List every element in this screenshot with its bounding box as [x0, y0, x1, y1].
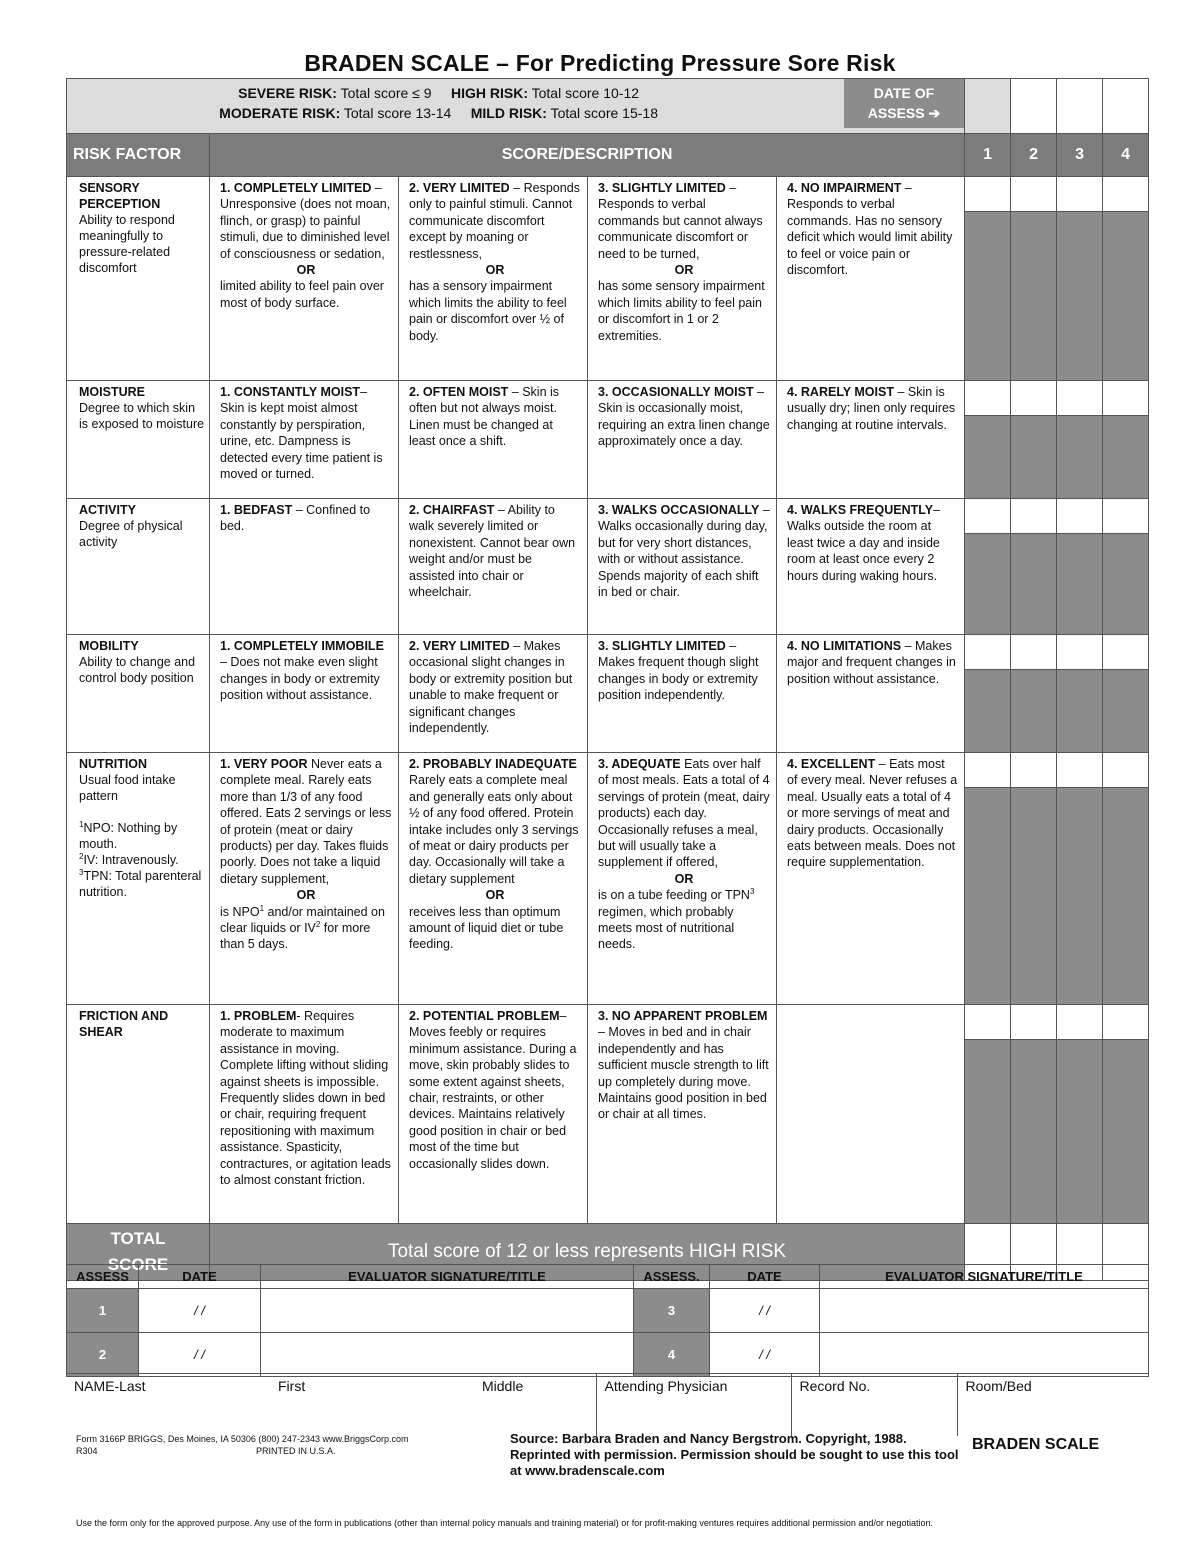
source-citation: Source: Barbara Braden and Nancy Bergstrom. Copyright, 1988. Reprinted with permission. Permission should be sought to use this tool at www.bradenscale.com	[510, 1431, 959, 1478]
mobility-score-2	[399, 635, 588, 753]
score-cell[interactable]	[965, 753, 1011, 1005]
date-of-assess-label: DATE OF ASSESS ➔	[844, 79, 964, 128]
score-text: – Walks outside the room at least twice a day and inside room at least once every 2 hours during waking hours.	[787, 503, 941, 583]
row-friction-shear	[67, 1005, 1149, 1224]
sensory-score-3	[588, 177, 777, 381]
factor-activity	[67, 499, 210, 635]
mobility-score-3	[588, 635, 777, 753]
score-cell[interactable]	[1011, 635, 1057, 753]
signature-field-1[interactable]	[261, 1289, 634, 1333]
footnote-iv: $^2$IV: Intravenously.	[79, 851, 179, 867]
score-cell[interactable]	[965, 499, 1011, 635]
signature-field-4[interactable]	[820, 1333, 1149, 1377]
score-cell[interactable]	[965, 1005, 1011, 1224]
attending-physician-field[interactable]	[596, 1374, 791, 1437]
record-no-label: Record No.	[799, 1378, 871, 1394]
score-text: – Moves feebly or requires minimum assistance. During a move, skin probably slides to some extent against sheets, chair, restraints, or other devices. Maintains relatively good position in chair or bed most of the time but occasionally slides down.	[409, 1009, 577, 1171]
date-header-2: DATE	[710, 1265, 820, 1289]
footer-brand: BRADEN SCALE	[972, 1436, 1100, 1453]
assess-number-4: 4	[634, 1333, 710, 1377]
score-text: – Responds to verbal commands. Has no sensory deficit which would limit ability to feel or voice pain or discomfort.	[787, 181, 953, 278]
score-text: – Ability to walk severely limited or nonexistent. Cannot bear own weight and/or must be assisted into chair or wheelchair.	[409, 503, 576, 600]
sensory-score-2	[399, 177, 588, 381]
assess-col-1-header: 1	[965, 134, 1011, 177]
score-title: 4. WALKS FREQUENTLY	[787, 503, 934, 517]
score-title: 3. NO APPARENT PROBLEM	[598, 1009, 768, 1023]
score-cell[interactable]	[1011, 1005, 1057, 1224]
total-score-message: Total score of 12 or less represents HIGH RISK	[210, 1224, 965, 1281]
factor-sensory	[67, 177, 210, 381]
score-text: – Walks occasionally during day, but for very short distances, with or without assistance. Spends majority of each shift in bed or chair.	[598, 503, 770, 600]
score-text: – Makes frequent though slight changes in body or extremity position independently.	[598, 639, 759, 703]
mobility-score-1	[210, 635, 399, 753]
factor-name: SENSORY	[79, 181, 140, 195]
date-header: DATE	[139, 1265, 261, 1289]
score-text: Never eats a complete meal. Rarely eats more than 1/3 of any food offered. Eats 2 servings or less of protein (meat or dairy products) per day. Takes fluids poorly. Does not take a liquid dietary supplement,	[220, 757, 392, 886]
score-cell[interactable]	[1011, 499, 1057, 635]
room-bed-field[interactable]	[957, 1374, 1148, 1437]
score-title: 2. OFTEN MOIST	[409, 385, 509, 399]
factor-name: SHEAR	[79, 1025, 123, 1039]
nutrition-score-3	[588, 753, 777, 1005]
evaluator-header-2: EVALUATOR SIGNATURE/TITLE	[820, 1265, 1149, 1289]
score-text: – Skin is occasionally moist, requiring an extra linen change approximately once a day.	[598, 385, 770, 449]
date-cell-2[interactable]	[1057, 79, 1103, 134]
moderate-risk-text: Total score 13-14	[343, 105, 452, 121]
name-field[interactable]	[66, 1374, 596, 1437]
score-title: 1. CONSTANTLY MOIST	[220, 385, 361, 399]
date-of-assess-cell	[965, 79, 1011, 134]
score-cell[interactable]	[1057, 499, 1103, 635]
score-cell[interactable]	[1103, 381, 1149, 499]
factor-name: MOBILITY	[79, 639, 139, 653]
score-cell[interactable]	[1057, 753, 1103, 1005]
activity-score-1	[210, 499, 399, 635]
name-first-label: First	[278, 1378, 306, 1394]
score-description-header: SCORE/DESCRIPTION	[210, 134, 965, 177]
score-cell[interactable]	[1103, 1005, 1149, 1224]
mild-risk-text: Total score 15-18	[550, 105, 658, 121]
factor-mobility	[67, 635, 210, 753]
assess-number-1: 1	[67, 1289, 139, 1333]
factor-name: FRICTION AND	[79, 1009, 169, 1023]
score-text: – Skin is often but not always moist. Linen must be changed at least once a shift.	[409, 385, 560, 449]
footnote-tpn: $^3$TPN: Total parenteral nutrition.	[79, 867, 202, 899]
score-title: 2. PROBABLY INADEQUATE	[409, 757, 577, 771]
score-text: is on a tube feeding or TPN$^3$ regimen, which probably meets most of nutritional needs.	[598, 887, 755, 952]
score-cell[interactable]	[965, 635, 1011, 753]
signature-table	[66, 1264, 1149, 1377]
score-text: Eats over half of most meals. Eats a total of 4 servings of protein (meat, dairy products) each day. Occasionally refuses a meal, but will usually take a supplement if offered,	[598, 757, 770, 870]
score-title: 4. NO LIMITATIONS	[787, 639, 902, 653]
assess-header: ASSESS	[67, 1265, 139, 1289]
score-text: - Requires moderate to maximum assistance in moving. Complete lifting without sliding against sheets is impossible. Frequently slides down in bed or chair, requiring frequent repositioning with maximum assistance. Spasticity, contractures, or agitation leads to almost constant friction.	[220, 1009, 391, 1188]
score-text: – Moves in bed and in chair independently and has sufficient muscle strength to lift up completely during move. Maintains good position in bed or chair at all times.	[598, 1025, 769, 1122]
form-code: R304	[76, 1446, 98, 1456]
evaluator-header: EVALUATOR SIGNATURE/TITLE	[261, 1265, 634, 1289]
factor-description: Degree to which skin is exposed to moisture	[79, 401, 205, 431]
signature-field-2[interactable]	[261, 1333, 634, 1377]
score-title: 1. COMPLETELY LIMITED	[220, 181, 372, 195]
score-text: is NPO$^1$ and/or maintained on clear liquids or $IV^2$ for more than 5 days.	[220, 903, 385, 952]
date-cell-1[interactable]	[1011, 79, 1057, 134]
score-title: 4. NO IMPAIRMENT	[787, 181, 902, 195]
factor-description: Degree of physical activity	[79, 519, 183, 549]
or-label: OR	[674, 871, 694, 886]
date-field-2[interactable]: / /	[139, 1333, 261, 1377]
score-title: 3. SLIGHTLY LIMITED	[598, 639, 726, 653]
form-number: Form 3166P BRIGGS, Des Moines, IA 50306 (800) 247-2343 www.BriggsCorp.com	[76, 1434, 409, 1444]
sensory-score-4	[777, 177, 965, 381]
date-field-1[interactable]: / /	[139, 1289, 261, 1333]
score-title: 3. ADEQUATE	[598, 757, 681, 771]
friction-score-3	[588, 1005, 777, 1224]
score-title: 1. PROBLEM	[220, 1009, 297, 1023]
high-risk-label: HIGH RISK:	[450, 85, 528, 101]
row-nutrition	[67, 753, 1149, 1005]
score-title: 2. VERY LIMITED	[409, 639, 510, 653]
score-cell[interactable]	[1103, 753, 1149, 1005]
factor-description: Usual food intake pattern	[79, 773, 176, 803]
score-title: 2. VERY LIMITED	[409, 181, 510, 195]
factor-description: Ability to respond meaningfully to pressure-related discomfort	[79, 213, 175, 275]
score-text: – Unresponsive (does not moan, flinch, or grasp) to painful stimuli, due to diminished level of consciousness or sedation,	[220, 181, 391, 261]
activity-score-2	[399, 499, 588, 635]
factor-description: Ability to change and control body position	[79, 655, 196, 685]
score-title: 3. OCCASIONALLY MOIST	[598, 385, 754, 399]
score-title: 4. RARELY MOIST	[787, 385, 894, 399]
moisture-score-3	[588, 381, 777, 499]
factor-friction-shear	[67, 1005, 210, 1224]
friction-score-1	[210, 1005, 399, 1224]
score-cell[interactable]	[965, 177, 1011, 381]
row-activity	[67, 499, 1149, 635]
date-cell-3[interactable]	[1103, 79, 1149, 134]
nutrition-score-4	[777, 753, 965, 1005]
activity-score-3	[588, 499, 777, 635]
nutrition-score-1	[210, 753, 399, 1005]
or-label: OR	[485, 263, 505, 278]
signature-field-3[interactable]	[820, 1289, 1149, 1333]
assess-header-2: ASSESS.	[634, 1265, 710, 1289]
moisture-score-2	[399, 381, 588, 499]
score-title: 3. SLIGHTLY LIMITED	[598, 181, 726, 195]
factor-moisture	[67, 381, 210, 499]
sensory-score-1	[210, 177, 399, 381]
activity-score-4	[777, 499, 965, 635]
usage-note: Use the form only for the approved purpose. Any use of the form in publications (other than internal policy manuals and training material) or for profit-making ventures requires additional permission and/or negotiation.	[76, 1518, 933, 1528]
risk-factor-header: RISK FACTOR	[67, 134, 210, 177]
row-mobility	[67, 635, 1149, 753]
score-text: has some sensory impairment which limits ability to feel pain or discomfort in 1 or 2 extremities.	[598, 279, 765, 343]
score-title: 2. POTENTIAL PROBLEM	[409, 1009, 560, 1023]
or-label: OR	[296, 888, 316, 903]
record-no-field[interactable]	[791, 1374, 957, 1437]
mild-risk-label: MILD RISK:	[470, 105, 547, 121]
factor-name: PERCEPTION	[79, 197, 161, 211]
score-title: 2. CHAIRFAST	[409, 503, 495, 517]
score-title: 1. COMPLETELY IMMOBILE	[220, 639, 384, 653]
score-title: 4. EXCELLENT	[787, 757, 876, 771]
page-title: BRADEN SCALE – For Predicting Pressure Sore Risk	[304, 50, 896, 76]
score-text: – Confined to bed.	[220, 503, 371, 534]
score-cell[interactable]	[1011, 381, 1057, 499]
moisture-score-4	[777, 381, 965, 499]
score-text: – Responds to verbal commands but cannot always communicate discomfort or need to be turned,	[598, 181, 763, 261]
score-text: Rarely eats a complete meal and generally eats only about ½ of any food offered. Protein intake includes only 3 servings of meat or dairy products per day. Occasionally will take a dietary supplement	[409, 773, 579, 886]
row-sensory	[67, 177, 1149, 381]
assess-col-3-header: 3	[1057, 134, 1103, 177]
date-field-3[interactable]: / /	[710, 1289, 820, 1333]
factor-name: NUTRITION	[79, 757, 148, 771]
score-cell[interactable]	[1103, 635, 1149, 753]
form-info	[76, 1433, 496, 1457]
score-title: 3. WALKS OCCASIONALLY	[598, 503, 760, 517]
name-last-label: NAME-Last	[74, 1378, 146, 1394]
score-text: – Responds only to painful stimuli. Cannot communicate discomfort except by moaning or restlessness,	[409, 181, 580, 261]
score-cell[interactable]	[1057, 177, 1103, 381]
factor-nutrition	[67, 753, 210, 1005]
assess-col-2-header: 2	[1011, 134, 1057, 177]
assess-col-4-header: 4	[1103, 134, 1149, 177]
score-cell[interactable]	[1011, 177, 1057, 381]
attending-physician-label: Attending Physician	[604, 1378, 728, 1394]
or-label: OR	[485, 888, 505, 903]
score-text: has a sensory impairment which limits the ability to feel pain or discomfort over ½ of body.	[409, 279, 567, 343]
or-label: OR	[674, 263, 694, 278]
name-middle-label: Middle	[482, 1378, 524, 1394]
room-bed-label: Room/Bed	[965, 1378, 1032, 1394]
printed-in-label: PRINTED IN U.S.A.	[256, 1446, 336, 1456]
high-risk-text: Total score 10-12	[531, 85, 640, 101]
score-cell[interactable]	[965, 381, 1011, 499]
score-text: – Does not make even slight changes in body or extremity position without assistance.	[220, 655, 380, 703]
risk-legend	[67, 79, 965, 134]
score-cell[interactable]	[1103, 499, 1149, 635]
friction-score-4-empty	[777, 1005, 965, 1224]
moderate-risk-label: MODERATE RISK:	[219, 105, 341, 121]
total-score-label: TOTAL SCORE	[67, 1224, 210, 1281]
severe-risk-text: Total score ≤ 9	[340, 85, 432, 101]
assess-number-3: 3	[634, 1289, 710, 1333]
score-text: – Makes major and frequent changes in position without assistance.	[787, 639, 956, 686]
score-text: – Eats most of every meal. Never refuses a meal. Usually eats a total of 4 or more servings of meat and dairy products. Occasionally eats between meals. Does not require supplementation.	[787, 757, 958, 870]
date-field-4[interactable]: / /	[710, 1333, 820, 1377]
friction-score-2	[399, 1005, 588, 1224]
score-text: – Makes occasional slight changes in body or extremity position but unable to make frequent or significant changes independently.	[409, 639, 573, 736]
factor-name: ACTIVITY	[79, 503, 136, 517]
score-text: – Skin is kept moist almost constantly by perspiration, urine, etc. Dampness is detected every time patient is moved or turned.	[220, 385, 383, 482]
score-cell[interactable]	[1057, 1005, 1103, 1224]
factor-name: MOISTURE	[79, 385, 145, 399]
score-text: – Skin is usually dry; linen only requires changing at routine intervals.	[787, 385, 956, 432]
score-text: limited ability to feel pain over most of body surface.	[220, 279, 384, 310]
braden-scale-table	[66, 78, 1149, 1281]
row-moisture	[67, 381, 1149, 499]
moisture-score-1	[210, 381, 399, 499]
score-cell[interactable]	[1011, 753, 1057, 1005]
mobility-score-4	[777, 635, 965, 753]
score-title: 1. BEDFAST	[220, 503, 293, 517]
severe-risk-label: SEVERE RISK:	[238, 85, 337, 101]
assess-number-2: 2	[67, 1333, 139, 1377]
patient-info-table	[66, 1373, 1148, 1436]
score-cell[interactable]	[1057, 381, 1103, 499]
or-label: OR	[296, 263, 316, 278]
score-title: 1. VERY POOR	[220, 757, 308, 771]
nutrition-score-2	[399, 753, 588, 1005]
score-cell[interactable]	[1103, 177, 1149, 381]
score-cell[interactable]	[1057, 635, 1103, 753]
score-text: receives less than optimum amount of liquid diet or tube feeding.	[409, 904, 564, 952]
footnote-npo: $^1$NPO: Nothing by mouth.	[79, 819, 178, 851]
